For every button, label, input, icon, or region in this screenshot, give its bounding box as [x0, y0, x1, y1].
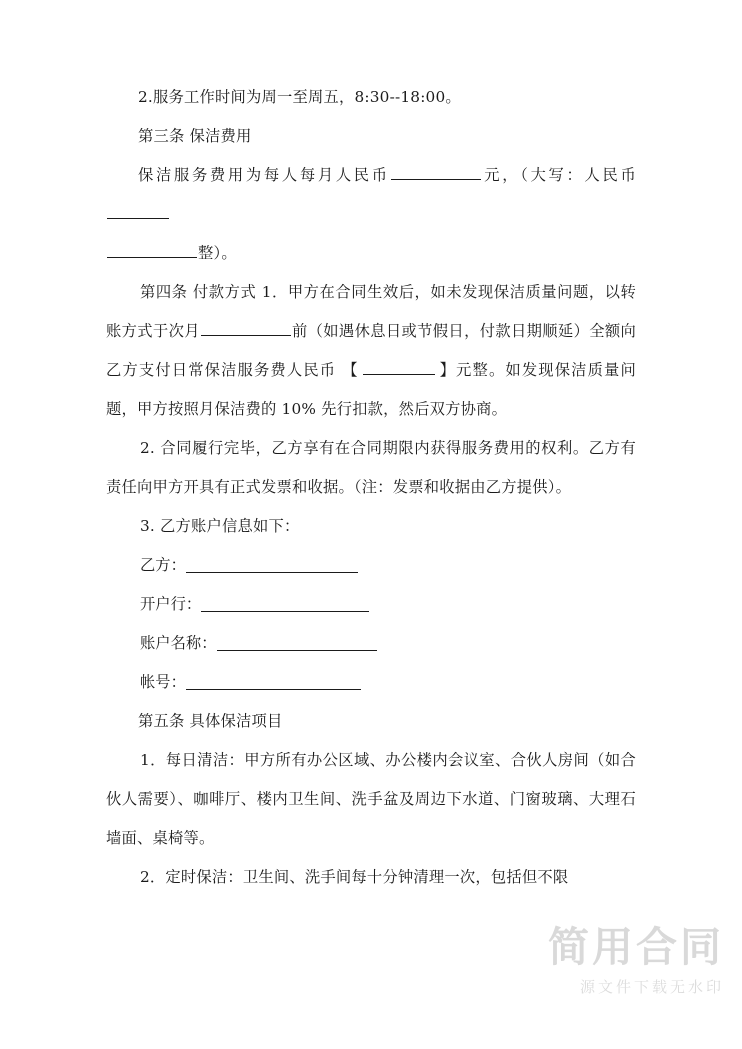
paragraph-service-hours	[106, 78, 636, 117]
text-run: 元，（大写：人民币	[481, 166, 636, 184]
text-run: 1．每日清洁：甲方所有办公区域、办公楼内会议室、合伙人房间（如合伙人需要）、咖啡厅、楼内卫生间、洗手盆及周边下水道、门窗玻璃、大理石墙面、桌椅等。	[106, 751, 636, 847]
watermark	[548, 924, 724, 997]
blank-field-payment-date[interactable]	[201, 319, 291, 336]
text-run: 2.服务工作时间为周一至周五，8:30--18:00。	[138, 88, 461, 106]
paragraph-article5-item1	[106, 741, 636, 858]
blank-field-service-fee[interactable]	[363, 359, 435, 375]
blank-field-amount-words-end[interactable]	[107, 241, 197, 258]
paragraph-article3-title	[106, 117, 636, 156]
text-run: 前（如遇休息日或节假日，付款日期顺延）全额向乙方支付日常保洁服务费人民币 【	[106, 322, 636, 379]
watermark-sub-text: 源文件下载无水印	[579, 978, 724, 996]
paragraph-article4-item1	[106, 273, 636, 429]
blank-field-bank[interactable]	[201, 593, 369, 612]
account-row-account-name	[106, 624, 636, 663]
account-row-party-b	[106, 546, 636, 585]
account-label: 帐号：	[140, 673, 186, 691]
account-label: 账户名称：	[140, 634, 217, 652]
text-run: 保洁服务费用为每人每月人民币	[138, 166, 390, 184]
text-run: 整）。	[198, 244, 237, 262]
account-row-account-number	[106, 663, 636, 702]
paragraph-article5-title	[106, 702, 636, 741]
blank-field-amount-number[interactable]	[391, 163, 481, 180]
text-run: 第三条 保洁费用	[138, 127, 252, 145]
blank-field-amount-words-start[interactable]	[107, 202, 169, 219]
account-row-bank	[106, 585, 636, 624]
text-run: 3. 乙方账户信息如下：	[140, 517, 300, 535]
paragraph-article3-body-continued	[106, 234, 636, 273]
blank-field-account-name[interactable]	[217, 632, 377, 651]
text-run: 第五条 具体保洁项目	[138, 712, 283, 730]
text-run: 2. 合同履行完毕，乙方享有在合同期限内获得服务费用的权利。乙方有责任向甲方开具有正式发票和收据。（注：发票和收据由乙方提供）。	[106, 439, 636, 496]
paragraph-article3-body	[106, 156, 636, 234]
account-label: 开户行：	[140, 595, 202, 613]
blank-field-party-b[interactable]	[186, 554, 358, 573]
paragraph-article5-item2	[106, 858, 636, 897]
text-run: 】元整。如发现保洁质量问题，甲方按照月保洁费的 10% 先行扣款，然后双方协商。	[106, 361, 636, 418]
text-run: 第四条 付款方式 1．甲方在合同生效后，如未发现保洁质量问题，以转账方式于次月	[106, 283, 636, 340]
text-run: 2．定时保洁：卫生间、洗手间每十分钟清理一次，包括但不限	[140, 868, 569, 886]
document-body	[106, 78, 636, 897]
blank-field-account-number[interactable]	[186, 671, 361, 690]
account-label: 乙方：	[140, 556, 186, 574]
paragraph-article4-item3	[106, 507, 636, 546]
paragraph-article4-item2	[106, 429, 636, 507]
watermark-main-text: 简用合同	[548, 923, 724, 971]
